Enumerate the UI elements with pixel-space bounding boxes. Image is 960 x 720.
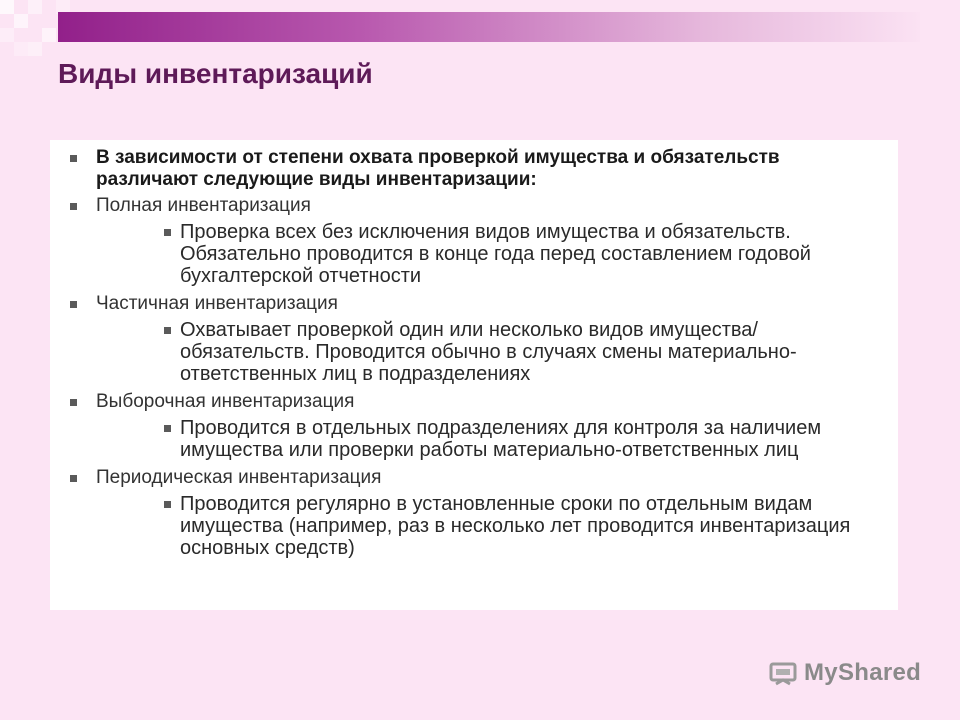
decor-square <box>42 28 56 42</box>
list-item-text: Периодическая инвентаризация <box>96 467 382 488</box>
sub-item <box>60 493 878 559</box>
sub-item-text: Проводится регулярно в установленные сроки по отдельным видам имущества (например, раз в несколько лет проводится инвентаризация основных средств) <box>180 493 851 559</box>
sub-item-text: Проводится в отдельных подразделениях для контроля за наличием имущества или проверки работы материально-ответственных лиц <box>180 417 822 461</box>
sub-item-text: Охватывает проверкой один или несколько видов имущества/обязательств. Проводится обычно в случаях смены материально-ответственных лиц в подразделениях <box>180 319 797 385</box>
bullet-list <box>60 147 878 559</box>
decor-square <box>28 42 42 56</box>
square-bullet-icon <box>70 301 77 308</box>
list-item-intro <box>60 147 878 191</box>
sub-item <box>60 319 878 385</box>
content-panel <box>50 140 898 610</box>
square-bullet-icon <box>164 425 171 432</box>
sub-item-text: Проверка всех без исключения видов имущества и обязательств. Обязательно проводится в конце года перед составлением годовой бухгалтерской отчетности <box>180 221 811 287</box>
square-bullet-icon <box>164 229 171 236</box>
square-bullet-icon <box>164 327 171 334</box>
decor-square <box>14 14 28 28</box>
list-item-text: Полная инвентаризация <box>96 195 311 216</box>
list-item-text: В зависимости от степени охвата проверкой имущества и обязательств различают следующие виды инвентаризации: <box>96 147 780 190</box>
watermark-text: MyShared <box>804 659 922 686</box>
list-item-text: Частичная инвентаризация <box>96 293 338 314</box>
list-item-full <box>60 195 878 217</box>
list-item-periodic <box>60 467 878 489</box>
square-bullet-icon <box>70 203 77 210</box>
decor-square <box>0 0 14 14</box>
decor-square <box>0 28 14 42</box>
watermark <box>768 658 921 688</box>
title-gradient-bar <box>58 12 920 42</box>
decor-square <box>28 0 42 14</box>
list-item-text: Выборочная инвентаризация <box>96 391 355 412</box>
square-bullet-icon <box>164 501 171 508</box>
sub-item <box>60 221 878 287</box>
square-bullet-icon <box>70 399 77 406</box>
list-item-selective <box>60 391 878 413</box>
myshared-logo-icon <box>768 658 798 688</box>
slide-title: Виды инвентаризаций <box>58 58 373 89</box>
decor-square <box>14 42 28 56</box>
list-item-partial <box>60 293 878 315</box>
square-bullet-icon <box>70 155 77 162</box>
sub-item <box>60 417 878 461</box>
square-bullet-icon <box>70 475 77 482</box>
